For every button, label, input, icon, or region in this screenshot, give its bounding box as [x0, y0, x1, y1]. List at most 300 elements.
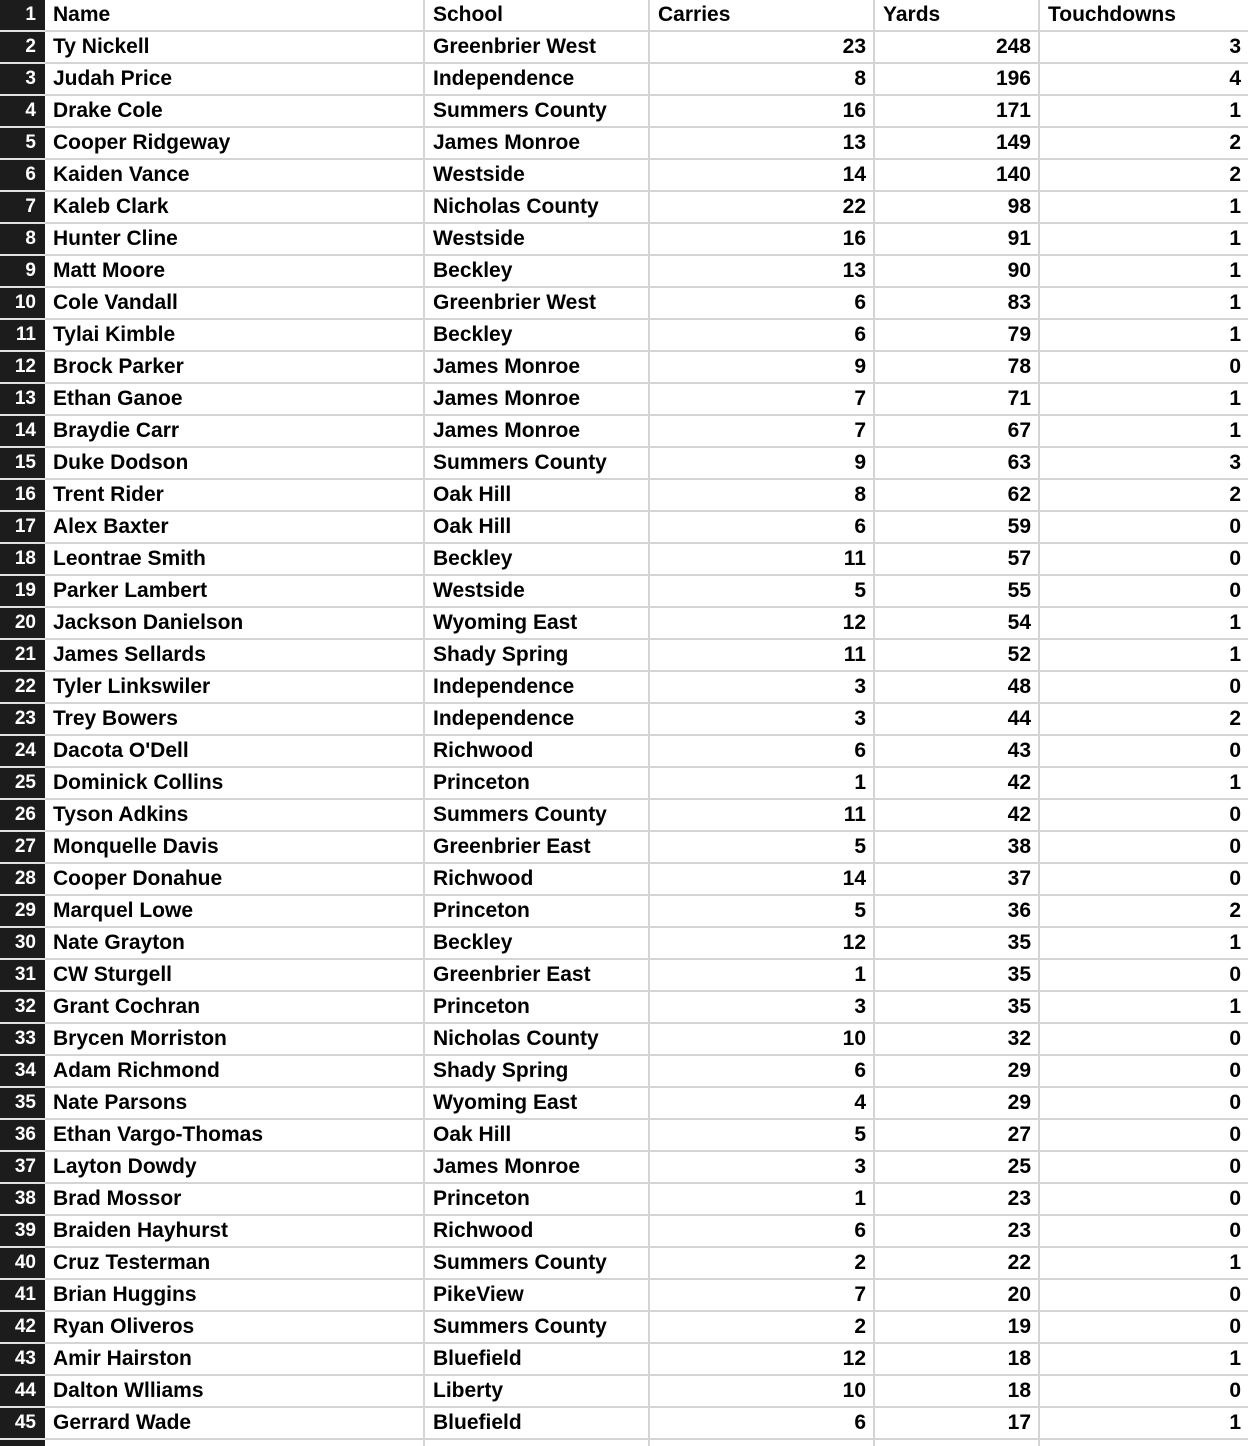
row-number-cell[interactable]: 42 — [0, 1312, 45, 1344]
carries-cell[interactable]: 14 — [650, 160, 875, 192]
yards-cell[interactable]: 71 — [875, 384, 1040, 416]
school-cell[interactable]: James Monroe — [425, 1152, 650, 1184]
touchdowns-cell[interactable]: 1 — [1040, 96, 1248, 128]
carries-cell[interactable]: 6 — [650, 1056, 875, 1088]
carries-cell[interactable]: 8 — [650, 64, 875, 96]
yards-cell[interactable]: 35 — [875, 960, 1040, 992]
school-cell[interactable]: Bluefield — [425, 1408, 650, 1440]
touchdowns-cell[interactable]: 0 — [1040, 512, 1248, 544]
row-number-cell[interactable]: 38 — [0, 1184, 45, 1216]
yards-cell[interactable]: 52 — [875, 640, 1040, 672]
name-cell[interactable]: Nate Parsons — [45, 1088, 425, 1120]
school-cell[interactable]: Greenbrier East — [425, 832, 650, 864]
touchdowns-cell[interactable]: 1 — [1040, 928, 1248, 960]
header-cell-name[interactable]: Name — [45, 0, 425, 32]
header-row — [0, 0, 1248, 32]
yards-cell[interactable]: 32 — [875, 1024, 1040, 1056]
name-cell[interactable]: Tyson Adkins — [45, 800, 425, 832]
school-cell[interactable]: Westside — [425, 576, 650, 608]
name-cell[interactable]: Grant Cochran — [45, 992, 425, 1024]
touchdowns-cell[interactable]: 0 — [1040, 352, 1248, 384]
touchdowns-cell[interactable]: 0 — [1040, 800, 1248, 832]
name-cell[interactable]: Cole Vandall — [45, 288, 425, 320]
yards-cell[interactable]: 63 — [875, 448, 1040, 480]
row-number-cell[interactable]: 5 — [0, 128, 45, 160]
name-cell[interactable]: Braydie Carr — [45, 416, 425, 448]
touchdowns-cell[interactable]: 0 — [1040, 736, 1248, 768]
carries-cell[interactable]: 1 — [650, 1184, 875, 1216]
school-cell[interactable]: James Monroe — [425, 352, 650, 384]
name-cell[interactable]: Layton Dowdy — [45, 1152, 425, 1184]
name-cell[interactable]: Cooper Ridgeway — [45, 128, 425, 160]
yards-cell[interactable]: 171 — [875, 96, 1040, 128]
carries-cell[interactable]: 13 — [650, 128, 875, 160]
school-cell[interactable]: James Monroe — [425, 128, 650, 160]
carries-cell[interactable]: 2 — [650, 1312, 875, 1344]
carries-cell[interactable]: 3 — [650, 704, 875, 736]
name-cell[interactable]: Monquelle Davis — [45, 832, 425, 864]
row-number-cell[interactable]: 21 — [0, 640, 45, 672]
row-number-cell[interactable]: 41 — [0, 1280, 45, 1312]
table-row — [0, 704, 1248, 736]
yards-cell[interactable]: 22 — [875, 1248, 1040, 1280]
carries-cell[interactable]: 6 — [650, 1216, 875, 1248]
row-number-cell[interactable]: 37 — [0, 1152, 45, 1184]
yards-cell[interactable]: 20 — [875, 1280, 1040, 1312]
yards-cell[interactable]: 42 — [875, 800, 1040, 832]
touchdowns-cell[interactable]: 1 — [1040, 288, 1248, 320]
table-row — [0, 32, 1248, 64]
carries-cell[interactable]: 7 — [650, 416, 875, 448]
table-row — [0, 1312, 1248, 1344]
touchdowns-cell[interactable]: 1 — [1040, 384, 1248, 416]
name-cell[interactable]: James Sellards — [45, 640, 425, 672]
row-number-cell[interactable]: 35 — [0, 1088, 45, 1120]
school-cell[interactable]: Wyoming East — [425, 608, 650, 640]
touchdowns-cell[interactable]: 2 — [1040, 128, 1248, 160]
name-cell[interactable]: Matt Moore — [45, 256, 425, 288]
name-cell[interactable]: Leontrae Smith — [45, 544, 425, 576]
carries-cell[interactable]: 22 — [650, 192, 875, 224]
touchdowns-cell[interactable]: 0 — [1040, 960, 1248, 992]
name-cell[interactable]: Dominick Collins — [45, 768, 425, 800]
touchdowns-cell[interactable]: 0 — [1040, 864, 1248, 896]
row-number-cell[interactable]: 24 — [0, 736, 45, 768]
row-number-cell[interactable]: 32 — [0, 992, 45, 1024]
header-cell-carries[interactable]: Carries — [650, 0, 875, 32]
name-cell[interactable]: Judah Price — [45, 64, 425, 96]
row-number-cell[interactable]: 31 — [0, 960, 45, 992]
row-number-cell[interactable]: 2 — [0, 32, 45, 64]
table-row — [0, 992, 1248, 1024]
row-number-cell[interactable]: 22 — [0, 672, 45, 704]
yards-cell[interactable]: 98 — [875, 192, 1040, 224]
touchdowns-cell[interactable]: 0 — [1040, 576, 1248, 608]
row-number-cell[interactable]: 20 — [0, 608, 45, 640]
school-cell[interactable]: Richwood — [425, 864, 650, 896]
carries-cell[interactable]: 16 — [650, 96, 875, 128]
table-row — [0, 1184, 1248, 1216]
carries-cell[interactable]: 3 — [650, 992, 875, 1024]
school-cell[interactable]: Beckley — [425, 256, 650, 288]
touchdowns-cell[interactable]: 0 — [1040, 1088, 1248, 1120]
touchdowns-cell[interactable]: 0 — [1040, 1184, 1248, 1216]
carries-cell[interactable]: 8 — [650, 480, 875, 512]
touchdowns-cell[interactable]: 0 — [1040, 1376, 1248, 1408]
carries-cell[interactable]: 14 — [650, 864, 875, 896]
carries-cell[interactable]: 5 — [650, 576, 875, 608]
yards-cell[interactable]: 42 — [875, 768, 1040, 800]
touchdowns-cell[interactable]: 1 — [1040, 416, 1248, 448]
yards-cell[interactable]: 140 — [875, 160, 1040, 192]
name-cell[interactable]: Ethan Ganoe — [45, 384, 425, 416]
header-cell-touchdowns[interactable]: Touchdowns — [1040, 0, 1248, 32]
name-cell[interactable]: Nate Grayton — [45, 928, 425, 960]
row-number-cell[interactable]: 27 — [0, 832, 45, 864]
row-number-cell[interactable]: 4 — [0, 96, 45, 128]
touchdowns-cell[interactable]: 0 — [1040, 832, 1248, 864]
touchdowns-cell[interactable]: 1 — [1040, 992, 1248, 1024]
row-number-cell[interactable]: 1 — [0, 0, 45, 32]
row-number-cell[interactable]: 34 — [0, 1056, 45, 1088]
touchdowns-cell[interactable]: 1 — [1040, 768, 1248, 800]
row-number-cell[interactable]: 8 — [0, 224, 45, 256]
row-number-cell[interactable]: 44 — [0, 1376, 45, 1408]
name-cell[interactable]: Jackson Danielson — [45, 608, 425, 640]
row-number-cell[interactable]: 36 — [0, 1120, 45, 1152]
yards-cell[interactable]: 48 — [875, 672, 1040, 704]
yards-cell[interactable]: 17 — [875, 1408, 1040, 1440]
table-row — [0, 896, 1248, 928]
school-cell[interactable]: PikeView — [425, 1280, 650, 1312]
touchdowns-cell[interactable]: 2 — [1040, 896, 1248, 928]
touchdowns-cell[interactable]: 1 — [1040, 1408, 1248, 1440]
school-cell[interactable]: Beckley — [425, 320, 650, 352]
yards-cell[interactable]: 18 — [875, 1376, 1040, 1408]
table-row — [0, 800, 1248, 832]
row-number-cell[interactable]: 10 — [0, 288, 45, 320]
touchdowns-cell[interactable]: 0 — [1040, 1120, 1248, 1152]
carries-cell[interactable]: 5 — [650, 896, 875, 928]
yards-cell[interactable]: 44 — [875, 704, 1040, 736]
name-cell[interactable]: Dacota O'Dell — [45, 736, 425, 768]
yards-cell[interactable]: 83 — [875, 288, 1040, 320]
school-cell[interactable]: Nicholas County — [425, 192, 650, 224]
carries-cell[interactable]: 11 — [650, 544, 875, 576]
touchdowns-cell[interactable]: 4 — [1040, 64, 1248, 96]
school-cell[interactable]: Oak Hill — [425, 512, 650, 544]
table-row — [0, 864, 1248, 896]
school-cell[interactable]: Summers County — [425, 448, 650, 480]
school-cell[interactable]: Princeton — [425, 768, 650, 800]
row-number-cell[interactable]: 23 — [0, 704, 45, 736]
carries-cell — [650, 1440, 875, 1446]
school-cell[interactable]: Bluefield — [425, 1344, 650, 1376]
table-row — [0, 288, 1248, 320]
yards-cell[interactable]: 19 — [875, 1312, 1040, 1344]
school-cell[interactable]: Princeton — [425, 896, 650, 928]
carries-cell[interactable]: 6 — [650, 736, 875, 768]
name-cell[interactable]: Ethan Vargo-Thomas — [45, 1120, 425, 1152]
touchdowns-cell[interactable]: 0 — [1040, 1152, 1248, 1184]
school-cell[interactable]: Independence — [425, 64, 650, 96]
carries-cell[interactable]: 7 — [650, 1280, 875, 1312]
name-cell[interactable]: Trent Rider — [45, 480, 425, 512]
school-cell[interactable]: Summers County — [425, 1312, 650, 1344]
carries-cell[interactable]: 6 — [650, 1408, 875, 1440]
carries-cell[interactable]: 1 — [650, 960, 875, 992]
row-number-cell[interactable]: 28 — [0, 864, 45, 896]
table-row — [0, 416, 1248, 448]
school-cell[interactable]: Princeton — [425, 992, 650, 1024]
name-cell[interactable]: Brycen Morriston — [45, 1024, 425, 1056]
name-cell[interactable]: Brian Huggins — [45, 1280, 425, 1312]
carries-cell[interactable]: 11 — [650, 640, 875, 672]
carries-cell[interactable]: 5 — [650, 1120, 875, 1152]
school-cell[interactable]: Summers County — [425, 800, 650, 832]
table-row — [0, 1088, 1248, 1120]
school-cell[interactable]: Beckley — [425, 928, 650, 960]
row-number-cell[interactable]: 11 — [0, 320, 45, 352]
carries-cell[interactable]: 3 — [650, 672, 875, 704]
yards-cell[interactable]: 36 — [875, 896, 1040, 928]
name-cell[interactable]: Braiden Hayhurst — [45, 1216, 425, 1248]
name-cell[interactable]: Duke Dodson — [45, 448, 425, 480]
name-cell[interactable]: Alex Baxter — [45, 512, 425, 544]
yards-cell[interactable]: 90 — [875, 256, 1040, 288]
carries-cell[interactable]: 13 — [650, 256, 875, 288]
yards-cell[interactable]: 149 — [875, 128, 1040, 160]
school-cell[interactable]: Oak Hill — [425, 1120, 650, 1152]
row-number-cell[interactable]: 16 — [0, 480, 45, 512]
table-row — [0, 160, 1248, 192]
school-cell[interactable]: Summers County — [425, 1248, 650, 1280]
touchdowns-cell[interactable]: 0 — [1040, 1312, 1248, 1344]
touchdowns-cell[interactable]: 1 — [1040, 608, 1248, 640]
name-cell[interactable]: Tyler Linkswiler — [45, 672, 425, 704]
school-cell[interactable]: Greenbrier West — [425, 288, 650, 320]
touchdowns-cell[interactable]: 1 — [1040, 1248, 1248, 1280]
yards-cell[interactable]: 57 — [875, 544, 1040, 576]
school-cell[interactable]: Richwood — [425, 1216, 650, 1248]
yards-cell[interactable]: 27 — [875, 1120, 1040, 1152]
table-row — [0, 1280, 1248, 1312]
table-row — [0, 1216, 1248, 1248]
table-row — [0, 1248, 1248, 1280]
name-cell[interactable]: Hunter Cline — [45, 224, 425, 256]
school-cell[interactable]: Westside — [425, 160, 650, 192]
yards-cell[interactable]: 196 — [875, 64, 1040, 96]
yards-cell[interactable]: 37 — [875, 864, 1040, 896]
school-cell[interactable]: Shady Spring — [425, 640, 650, 672]
name-cell[interactable]: Amir Hairston — [45, 1344, 425, 1376]
touchdowns-cell[interactable]: 1 — [1040, 320, 1248, 352]
row-number-cell[interactable]: 45 — [0, 1408, 45, 1440]
table-row — [0, 1056, 1248, 1088]
row-number-cell[interactable]: 39 — [0, 1216, 45, 1248]
school-cell[interactable]: Liberty — [425, 1376, 650, 1408]
row-number-cell[interactable]: 9 — [0, 256, 45, 288]
header-cell-school[interactable]: School — [425, 0, 650, 32]
touchdowns-cell[interactable]: 0 — [1040, 1024, 1248, 1056]
yards-cell[interactable]: 23 — [875, 1184, 1040, 1216]
yards-cell[interactable]: 62 — [875, 480, 1040, 512]
yards-cell[interactable]: 18 — [875, 1344, 1040, 1376]
touchdowns-cell[interactable]: 0 — [1040, 1280, 1248, 1312]
touchdowns-cell[interactable]: 0 — [1040, 1056, 1248, 1088]
row-number-cell[interactable]: 19 — [0, 576, 45, 608]
carries-cell[interactable]: 9 — [650, 352, 875, 384]
name-cell[interactable]: Brock Parker — [45, 352, 425, 384]
yards-cell[interactable]: 54 — [875, 608, 1040, 640]
touchdowns-cell — [1040, 1440, 1248, 1446]
name-cell[interactable]: Gerrard Wade — [45, 1408, 425, 1440]
carries-cell[interactable]: 3 — [650, 1152, 875, 1184]
row-number-cell[interactable]: 18 — [0, 544, 45, 576]
carries-cell[interactable]: 23 — [650, 32, 875, 64]
touchdowns-cell[interactable]: 1 — [1040, 192, 1248, 224]
carries-cell[interactable]: 6 — [650, 288, 875, 320]
school-cell[interactable]: Nicholas County — [425, 1024, 650, 1056]
school-cell[interactable]: Beckley — [425, 544, 650, 576]
carries-cell[interactable]: 6 — [650, 320, 875, 352]
school-cell[interactable]: James Monroe — [425, 416, 650, 448]
touchdowns-cell[interactable]: 2 — [1040, 704, 1248, 736]
carries-cell[interactable]: 12 — [650, 928, 875, 960]
yards-cell[interactable]: 35 — [875, 928, 1040, 960]
name-cell[interactable]: Ty Nickell — [45, 32, 425, 64]
name-cell[interactable]: Brad Mossor — [45, 1184, 425, 1216]
name-cell[interactable]: Trey Bowers — [45, 704, 425, 736]
yards-cell[interactable]: 43 — [875, 736, 1040, 768]
yards-cell[interactable]: 248 — [875, 32, 1040, 64]
carries-cell[interactable]: 9 — [650, 448, 875, 480]
table-row — [0, 1024, 1248, 1056]
carries-cell[interactable]: 6 — [650, 512, 875, 544]
name-cell[interactable]: Adam Richmond — [45, 1056, 425, 1088]
school-cell[interactable]: Wyoming East — [425, 1088, 650, 1120]
touchdowns-cell[interactable]: 1 — [1040, 1344, 1248, 1376]
touchdowns-cell[interactable]: 1 — [1040, 256, 1248, 288]
row-number-cell[interactable]: 33 — [0, 1024, 45, 1056]
touchdowns-cell[interactable]: 2 — [1040, 480, 1248, 512]
row-number-cell[interactable]: 30 — [0, 928, 45, 960]
name-cell[interactable]: Marquel Lowe — [45, 896, 425, 928]
touchdowns-cell[interactable]: 3 — [1040, 32, 1248, 64]
row-number-cell[interactable]: 14 — [0, 416, 45, 448]
carries-cell[interactable]: 5 — [650, 832, 875, 864]
name-cell[interactable]: Cruz Testerman — [45, 1248, 425, 1280]
carries-cell[interactable]: 12 — [650, 608, 875, 640]
sheet-body — [0, 32, 1248, 1440]
name-cell[interactable]: Drake Cole — [45, 96, 425, 128]
yards-cell[interactable]: 35 — [875, 992, 1040, 1024]
school-cell[interactable]: Princeton — [425, 1184, 650, 1216]
row-number-cell[interactable]: 29 — [0, 896, 45, 928]
row-number-cell[interactable]: 17 — [0, 512, 45, 544]
header-cell-yards[interactable]: Yards — [875, 0, 1040, 32]
touchdowns-cell[interactable]: 1 — [1040, 640, 1248, 672]
yards-cell[interactable]: 55 — [875, 576, 1040, 608]
row-number-cell[interactable]: 40 — [0, 1248, 45, 1280]
yards-cell[interactable]: 79 — [875, 320, 1040, 352]
row-number-cell[interactable]: 15 — [0, 448, 45, 480]
table-row — [0, 192, 1248, 224]
name-cell[interactable]: Kaleb Clark — [45, 192, 425, 224]
yards-cell[interactable]: 38 — [875, 832, 1040, 864]
row-number-cell[interactable]: 43 — [0, 1344, 45, 1376]
row-number-cell[interactable]: 7 — [0, 192, 45, 224]
school-cell[interactable]: Independence — [425, 704, 650, 736]
name-cell[interactable]: Tylai Kimble — [45, 320, 425, 352]
touchdowns-cell[interactable]: 1 — [1040, 224, 1248, 256]
school-cell[interactable]: Richwood — [425, 736, 650, 768]
name-cell[interactable]: CW Sturgell — [45, 960, 425, 992]
name-cell[interactable]: Parker Lambert — [45, 576, 425, 608]
table-row — [0, 1376, 1248, 1408]
carries-cell[interactable]: 16 — [650, 224, 875, 256]
yards-cell[interactable]: 25 — [875, 1152, 1040, 1184]
row-number-cell[interactable]: 26 — [0, 800, 45, 832]
row-number-cell[interactable]: 6 — [0, 160, 45, 192]
school-cell — [425, 1440, 650, 1446]
name-cell[interactable]: Kaiden Vance — [45, 160, 425, 192]
carries-cell[interactable]: 10 — [650, 1376, 875, 1408]
touchdowns-cell[interactable]: 0 — [1040, 544, 1248, 576]
table-row — [0, 1344, 1248, 1376]
school-cell[interactable]: Oak Hill — [425, 480, 650, 512]
table-row — [0, 960, 1248, 992]
table-row — [0, 352, 1248, 384]
yards-cell[interactable]: 67 — [875, 416, 1040, 448]
carries-cell[interactable]: 11 — [650, 800, 875, 832]
carries-cell[interactable]: 2 — [650, 1248, 875, 1280]
school-cell[interactable]: Summers County — [425, 96, 650, 128]
row-number-cell[interactable]: 13 — [0, 384, 45, 416]
table-row — [0, 480, 1248, 512]
row-number-cell[interactable]: 25 — [0, 768, 45, 800]
carries-cell[interactable]: 4 — [650, 1088, 875, 1120]
yards-cell[interactable]: 78 — [875, 352, 1040, 384]
touchdowns-cell[interactable]: 2 — [1040, 160, 1248, 192]
table-row — [0, 1408, 1248, 1440]
name-cell[interactable]: Ryan Oliveros — [45, 1312, 425, 1344]
row-number-cell[interactable]: 12 — [0, 352, 45, 384]
yards-cell[interactable]: 29 — [875, 1088, 1040, 1120]
table-row — [0, 128, 1248, 160]
carries-cell[interactable]: 7 — [650, 384, 875, 416]
yards-cell[interactable]: 91 — [875, 224, 1040, 256]
school-cell[interactable]: Shady Spring — [425, 1056, 650, 1088]
yards-cell[interactable]: 59 — [875, 512, 1040, 544]
touchdowns-cell[interactable]: 0 — [1040, 672, 1248, 704]
carries-cell[interactable]: 12 — [650, 1344, 875, 1376]
school-cell[interactable]: Independence — [425, 672, 650, 704]
name-cell[interactable]: Dalton Wlliams — [45, 1376, 425, 1408]
school-cell[interactable]: Westside — [425, 224, 650, 256]
row-number-cell[interactable]: 3 — [0, 64, 45, 96]
yards-cell[interactable]: 23 — [875, 1216, 1040, 1248]
school-cell[interactable]: Greenbrier West — [425, 32, 650, 64]
touchdowns-cell[interactable]: 3 — [1040, 448, 1248, 480]
name-cell[interactable]: Cooper Donahue — [45, 864, 425, 896]
school-cell[interactable]: Greenbrier East — [425, 960, 650, 992]
school-cell[interactable]: James Monroe — [425, 384, 650, 416]
carries-cell[interactable]: 1 — [650, 768, 875, 800]
touchdowns-cell[interactable]: 0 — [1040, 1216, 1248, 1248]
yards-cell[interactable]: 29 — [875, 1056, 1040, 1088]
carries-cell[interactable]: 10 — [650, 1024, 875, 1056]
